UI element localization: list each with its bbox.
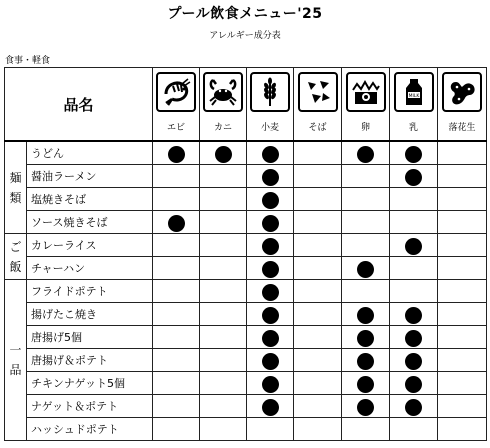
allergen-header-5 [390, 68, 438, 142]
allergen-cell [342, 234, 390, 257]
allergen-cell [438, 372, 487, 395]
allergen-cell [390, 349, 438, 372]
dish-name: ハッシュドポテト [27, 418, 153, 441]
allergen-cell [438, 418, 487, 441]
allergen-cell [342, 211, 390, 234]
allergen-cell [247, 141, 294, 165]
dish-name: フライドポテト [27, 280, 153, 303]
table-row [5, 326, 487, 349]
table-row [5, 418, 487, 441]
allergen-cell [200, 211, 247, 234]
section-label: 食事・軽食 [5, 56, 51, 66]
allergen-label: カニ [214, 123, 233, 133]
table-row [5, 234, 487, 257]
allergen-cell [390, 303, 438, 326]
dish-name: 唐揚げ5個 [27, 326, 153, 349]
allergen-cell [342, 257, 390, 280]
allergen-cell [438, 141, 487, 165]
allergen-header-2 [247, 68, 294, 142]
contains-dot [262, 192, 279, 209]
allergen-cell [294, 211, 342, 234]
contains-dot [405, 307, 422, 324]
table-row [5, 211, 487, 234]
table-row [5, 280, 487, 303]
category-char: 飯 [9, 259, 22, 274]
allergen-cell [153, 141, 200, 165]
allergen-cell [342, 303, 390, 326]
contains-dot [262, 330, 279, 347]
allergen-label: エビ [167, 123, 186, 133]
contains-dot [262, 215, 279, 232]
allergen-cell [200, 303, 247, 326]
allergen-cell [200, 141, 247, 165]
contains-dot [405, 238, 422, 255]
allergen-cell [438, 280, 487, 303]
allergen-cell [342, 326, 390, 349]
allergen-cell [342, 372, 390, 395]
allergen-cell [294, 372, 342, 395]
allergen-cell [342, 418, 390, 441]
allergen-cell [342, 141, 390, 165]
contains-dot [262, 307, 279, 324]
svg-text:MILK: MILK [408, 94, 419, 99]
contains-dot [405, 146, 422, 163]
contains-dot [357, 146, 374, 163]
allergen-cell [247, 211, 294, 234]
allergen-cell [390, 418, 438, 441]
allergen-cell [438, 165, 487, 188]
contains-dot [405, 399, 422, 416]
table-row [5, 257, 487, 280]
allergen-cell [153, 418, 200, 441]
dish-name: チャーハン [27, 257, 153, 280]
wheat-icon [250, 72, 290, 112]
contains-dot [405, 376, 422, 393]
allergen-cell [294, 234, 342, 257]
category-label [5, 234, 27, 280]
category-char: 品 [9, 363, 22, 377]
allergen-cell [153, 234, 200, 257]
allergen-cell [294, 188, 342, 211]
header-row [5, 68, 487, 142]
table-row [5, 395, 487, 418]
contains-dot [262, 169, 279, 186]
allergen-cell [200, 165, 247, 188]
allergen-cell [390, 372, 438, 395]
allergen-cell [390, 280, 438, 303]
allergen-cell [247, 188, 294, 211]
allergen-cell [247, 326, 294, 349]
allergen-label: 小麦 [261, 123, 280, 133]
crab-icon [203, 72, 243, 112]
allergen-cell [390, 326, 438, 349]
allergen-cell [247, 165, 294, 188]
allergen-cell [342, 188, 390, 211]
allergen-cell [438, 188, 487, 211]
category-char: ご [9, 239, 22, 254]
category-char: 麺 [9, 170, 22, 185]
contains-dot [405, 353, 422, 370]
allergen-cell [200, 326, 247, 349]
allergen-cell [153, 303, 200, 326]
contains-dot [168, 215, 185, 232]
dish-name: 唐揚げ＆ポテト [27, 349, 153, 372]
dish-name: 揚げたこ焼き [27, 303, 153, 326]
allergen-cell [390, 141, 438, 165]
allergen-cell [247, 418, 294, 441]
allergen-cell [200, 188, 247, 211]
table-row [5, 165, 487, 188]
contains-dot [357, 399, 374, 416]
contains-dot [262, 261, 279, 278]
contains-dot [262, 399, 279, 416]
allergen-cell [247, 280, 294, 303]
allergen-cell [200, 418, 247, 441]
allergen-cell [294, 349, 342, 372]
allergen-cell [390, 211, 438, 234]
allergen-cell [390, 188, 438, 211]
page-title: プール飲食メニュー'25 [167, 6, 323, 22]
allergen-cell [200, 349, 247, 372]
allergen-cell [438, 303, 487, 326]
allergen-cell [153, 326, 200, 349]
dish-name: 醤油ラーメン [27, 165, 153, 188]
allergen-cell [247, 372, 294, 395]
contains-dot [405, 330, 422, 347]
shrimp-icon [156, 72, 196, 112]
table-row [5, 372, 487, 395]
allergen-header-3 [294, 68, 342, 142]
allergen-cell [390, 165, 438, 188]
allergen-cell [294, 326, 342, 349]
allergen-cell [153, 395, 200, 418]
allergen-cell [294, 165, 342, 188]
category-label [5, 141, 27, 234]
contains-dot [357, 330, 374, 347]
allergen-cell [247, 257, 294, 280]
page-subtitle: アレルギー成分表 [209, 31, 281, 41]
allergen-cell [438, 234, 487, 257]
contains-dot [357, 376, 374, 393]
allergen-cell [153, 372, 200, 395]
allergen-cell [200, 395, 247, 418]
allergen-label: 乳 [409, 123, 419, 133]
category-char: 類 [9, 190, 22, 205]
allergen-cell [247, 234, 294, 257]
egg-icon [346, 72, 386, 112]
name-header: 品名 [5, 68, 153, 142]
category-label [5, 280, 27, 441]
contains-dot [262, 238, 279, 255]
allergen-label: 卵 [361, 123, 371, 133]
allergen-label: 落花生 [448, 123, 476, 133]
contains-dot [357, 261, 374, 278]
dish-name: うどん [27, 141, 153, 165]
allergen-cell [153, 211, 200, 234]
allergen-cell [294, 303, 342, 326]
allergen-cell [438, 326, 487, 349]
allergen-cell [247, 395, 294, 418]
table-row [5, 349, 487, 372]
allergen-cell [153, 257, 200, 280]
contains-dot [262, 146, 279, 163]
table-row [5, 141, 487, 165]
allergen-cell [390, 257, 438, 280]
contains-dot [168, 146, 185, 163]
allergen-cell [247, 349, 294, 372]
table-row [5, 303, 487, 326]
allergen-header-6 [438, 68, 487, 142]
allergen-label: そば [308, 123, 327, 133]
allergen-cell [200, 257, 247, 280]
allergen-cell [294, 395, 342, 418]
allergen-cell [153, 188, 200, 211]
contains-dot [357, 353, 374, 370]
peanut-icon [442, 72, 482, 112]
dish-name: ソース焼きそば [27, 211, 153, 234]
allergen-cell [294, 280, 342, 303]
allergen-cell [153, 165, 200, 188]
contains-dot [357, 307, 374, 324]
allergen-cell [438, 211, 487, 234]
buckwheat-icon [298, 72, 338, 112]
allergen-header-0 [153, 68, 200, 142]
allergen-cell [342, 165, 390, 188]
dish-name: カレーライス [27, 234, 153, 257]
allergen-cell [153, 349, 200, 372]
contains-dot [262, 353, 279, 370]
allergen-cell [153, 280, 200, 303]
table-row [5, 188, 487, 211]
allergen-cell [200, 280, 247, 303]
contains-dot [262, 284, 279, 301]
milk-icon [394, 72, 434, 112]
allergen-cell [294, 257, 342, 280]
allergen-cell [438, 395, 487, 418]
allergen-cell [342, 395, 390, 418]
allergen-cell [200, 234, 247, 257]
allergen-cell [438, 257, 487, 280]
dish-name: 塩焼きそば [27, 188, 153, 211]
dish-name: ナゲット＆ポテト [27, 395, 153, 418]
allergen-table [4, 67, 487, 441]
allergen-cell [390, 395, 438, 418]
allergen-cell [247, 303, 294, 326]
contains-dot [215, 146, 232, 163]
allergen-cell [294, 141, 342, 165]
allergen-cell [294, 418, 342, 441]
dish-name: チキンナゲット5個 [27, 372, 153, 395]
allergen-cell [342, 349, 390, 372]
allergen-header-4 [342, 68, 390, 142]
contains-dot [405, 169, 422, 186]
table-body [5, 141, 487, 441]
allergen-cell [342, 280, 390, 303]
contains-dot [262, 376, 279, 393]
allergen-header-1 [200, 68, 247, 142]
allergen-cell [438, 349, 487, 372]
allergen-cell [200, 372, 247, 395]
category-char: 一 [9, 343, 22, 357]
allergen-cell [390, 234, 438, 257]
